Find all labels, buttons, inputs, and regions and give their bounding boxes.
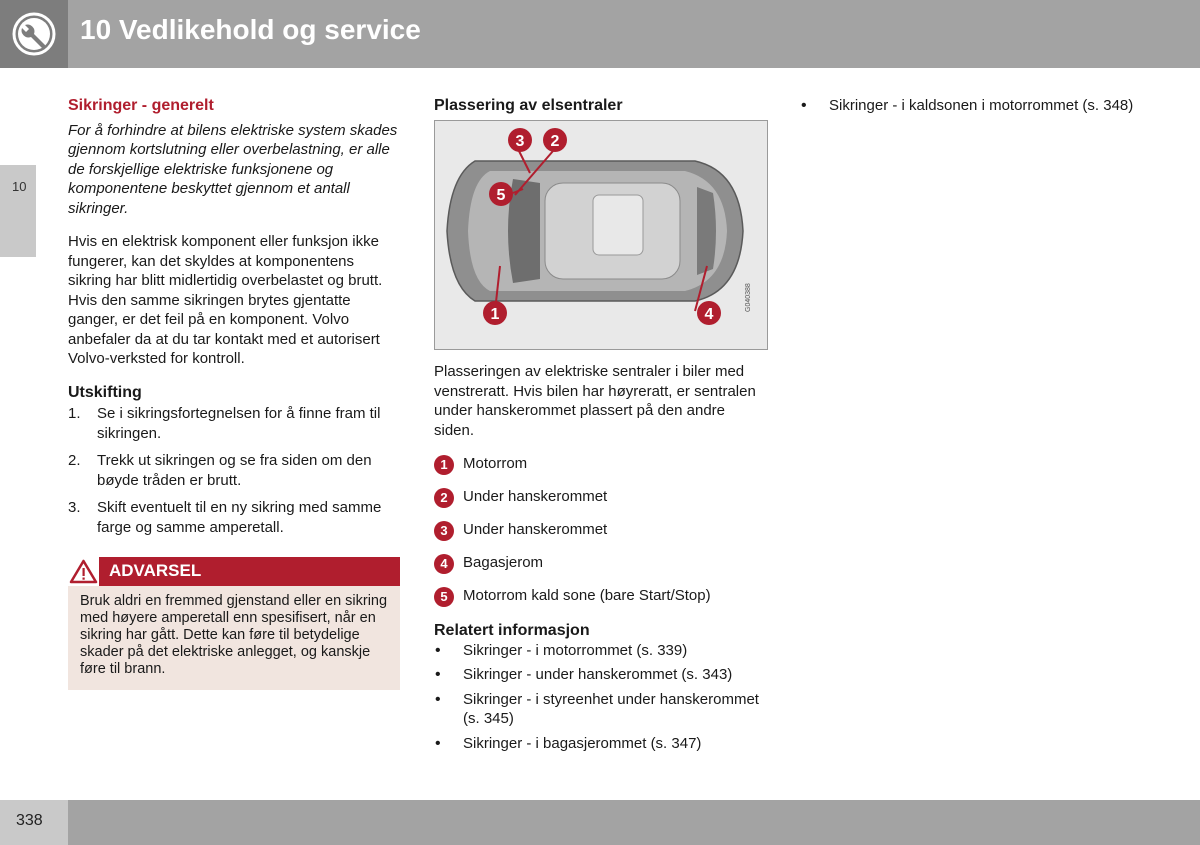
list-item: [434, 454, 768, 487]
legend-label: Motorrom kald sone (bare Start/Stop): [463, 587, 711, 604]
page-number: 338: [16, 812, 43, 829]
step-text: Se i sikringsfortegnelsen for å finne fram til sikringen.: [97, 405, 381, 442]
warning-text: Bruk aldri en fremmed gjenstand eller en sikring med høyere amperetall enn spesifisert, når en sikring har gått. Dette kan føre til betydelige skader på det elektriske anlegget, og kanskje føre til brann.: [80, 593, 388, 677]
legend-number-badge: 5: [434, 587, 454, 607]
related-link[interactable]: • Sikringer - i kaldsonen i motorrommet (s. 348): [800, 96, 1140, 116]
warning-box: [68, 557, 400, 690]
related-list: [434, 641, 768, 754]
warning-header: [68, 557, 400, 586]
warning-icon-box: [68, 557, 99, 586]
figure-code: G040388: [745, 283, 752, 312]
step-number: 3.: [68, 499, 81, 516]
wrench-icon: [0, 0, 68, 68]
legend-label: Bagasjerom: [463, 554, 544, 571]
side-tab-label: 10: [12, 179, 27, 194]
section-heading: Sikringer - generelt: [68, 97, 214, 114]
related-link[interactable]: • Sikringer - under hanskerommet (s. 343): [434, 665, 768, 685]
page-number-box: [0, 800, 68, 845]
column-middle-text: [434, 362, 768, 758]
related-heading: Relatert informasjon: [434, 622, 590, 639]
warning-title: ADVARSEL: [109, 561, 202, 580]
chapter-title: 10 Vedlikehold og service: [80, 14, 421, 45]
list-item: [68, 404, 400, 443]
figure-marker-label: 5: [496, 187, 506, 204]
legend-label: Motorrom: [463, 455, 528, 472]
legend-list: [434, 454, 768, 619]
figure-marker-3: [508, 128, 532, 152]
chapter-side-tab: [0, 165, 36, 257]
figure-marker-label: 4: [704, 306, 714, 323]
related-link[interactable]: • Sikringer - i motorrommet (s. 339): [434, 641, 768, 661]
list-item: [68, 451, 400, 490]
intro-text: For å forhindre at bilens elektriske system skades gjennom kortslutning eller overbelastning, er alle de forskjellige elektriske funksjonene og komponentene beskyttet gjennom et antall sikringer.: [68, 121, 398, 217]
warning-triangle-icon: [68, 557, 99, 586]
column-middle: [434, 96, 768, 116]
column-left: [68, 96, 400, 690]
car-topview-illustration: [435, 121, 767, 349]
figure-marker-1: [483, 301, 507, 325]
figure-caption: Plasseringen av elektriske sentraler i biler med venstreratt. Hvis bilen har høyreratt, er sentralen under hanskerommet plassert på den andre siden.: [434, 363, 756, 439]
list-item: [434, 553, 768, 586]
figure-marker-5: [489, 182, 513, 206]
chapter-icon-box: [0, 0, 68, 68]
page-header: [0, 0, 1200, 68]
legend-number-badge: 1: [434, 455, 454, 475]
legend-number-badge: 2: [434, 488, 454, 508]
related-link[interactable]: • Sikringer - i bagasjerommet (s. 347): [434, 734, 768, 754]
subheading-utskifting: Utskifting: [68, 383, 142, 401]
body-paragraph: Hvis en elektrisk komponent eller funksjon ikke fungerer, kan det skyldes at komponentens sikring har blitt midlertidig overbelastet og brutt. Hvis den samme sikringen brytes gjentatte ganger, er det feil på en komponent. Volvo anbefaler da at du tar kontakt med et autorisert Volvo-verksted for kontroll.: [68, 233, 383, 367]
figure-marker-4: [697, 301, 721, 325]
column-right: [800, 96, 1140, 121]
legend-label: Under hanskerommet: [463, 521, 608, 538]
step-text: Trekk ut sikringen og se fra siden om den bøyde tråden er brutt.: [97, 452, 372, 489]
list-item: [434, 586, 768, 619]
related-link[interactable]: • Sikringer - i styreenhet under hanskerommet (s. 345): [434, 690, 768, 729]
step-text: Skift eventuelt til en ny sikring med samme farge og samme amperetall.: [97, 499, 382, 536]
figure-marker-2: [543, 128, 567, 152]
figure-marker-label: 3: [515, 133, 525, 150]
figure-marker-label: 2: [550, 133, 560, 150]
figure-marker-label: 1: [490, 306, 500, 323]
figure-heading: Plassering av elsentraler: [434, 97, 623, 114]
steps-list: [68, 404, 400, 537]
legend-number-badge: 3: [434, 521, 454, 541]
page-footer: [0, 800, 1200, 845]
legend-number-badge: 4: [434, 554, 454, 574]
step-number: 1.: [68, 405, 81, 422]
step-number: 2.: [68, 452, 81, 469]
car-fuse-location-figure: [434, 120, 768, 350]
list-item: [68, 498, 400, 537]
list-item: [434, 487, 768, 520]
related-list-continued: [800, 96, 1140, 116]
list-item: [434, 520, 768, 553]
legend-label: Under hanskerommet: [463, 488, 608, 505]
